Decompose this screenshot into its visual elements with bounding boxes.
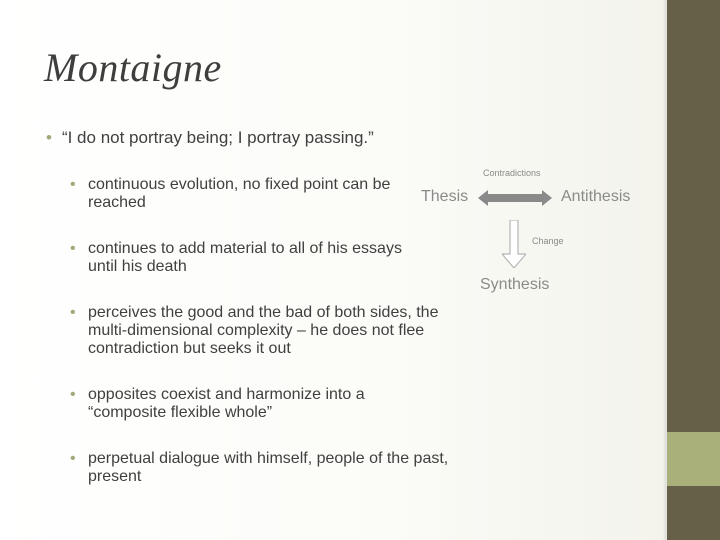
list-item [70,386,460,422]
list-item-text: perceives the good and the bad of both sides, the multi-dimensional complexity – he does not flee contradiction but seeks it out [88,304,439,357]
page-title: Montaigne [44,45,222,90]
main-bullet [46,128,374,147]
sub-bullet-list [70,176,460,514]
bullet-dot-icon: • [70,450,76,467]
bullet-dot-icon: • [70,386,76,403]
main-bullet-text: “I do not portray being; I portray passing.” [61,128,374,147]
dialectic-diagram [410,160,660,300]
thesis-label: Thesis [421,188,469,205]
list-item [70,240,460,276]
bullet-dot-icon: • [46,128,52,147]
bullet-dot-icon: • [70,304,76,321]
bullet-dot-icon: • [70,240,76,257]
antithesis-label: Antithesis [561,188,631,205]
list-item [70,176,460,212]
list-item-text: continuous evolution, no fixed point can be reached [88,176,391,211]
list-item [70,450,460,486]
change-label: Change [532,236,564,246]
sidebar-accent-block [667,432,720,486]
list-item-text: opposites coexist and harmonize into a “composite flexible whole” [88,386,365,421]
double-arrow-icon [478,188,552,208]
bullet-dot-icon: • [70,176,76,193]
down-arrow-icon [502,220,526,268]
list-item-text: perpetual dialogue with himself, people of the past, present [88,450,449,485]
list-item [70,304,460,358]
list-item-text: continues to add material to all of his essays until his death [88,240,402,275]
synthesis-label: Synthesis [480,276,550,293]
contradictions-label: Contradictions [483,168,541,178]
